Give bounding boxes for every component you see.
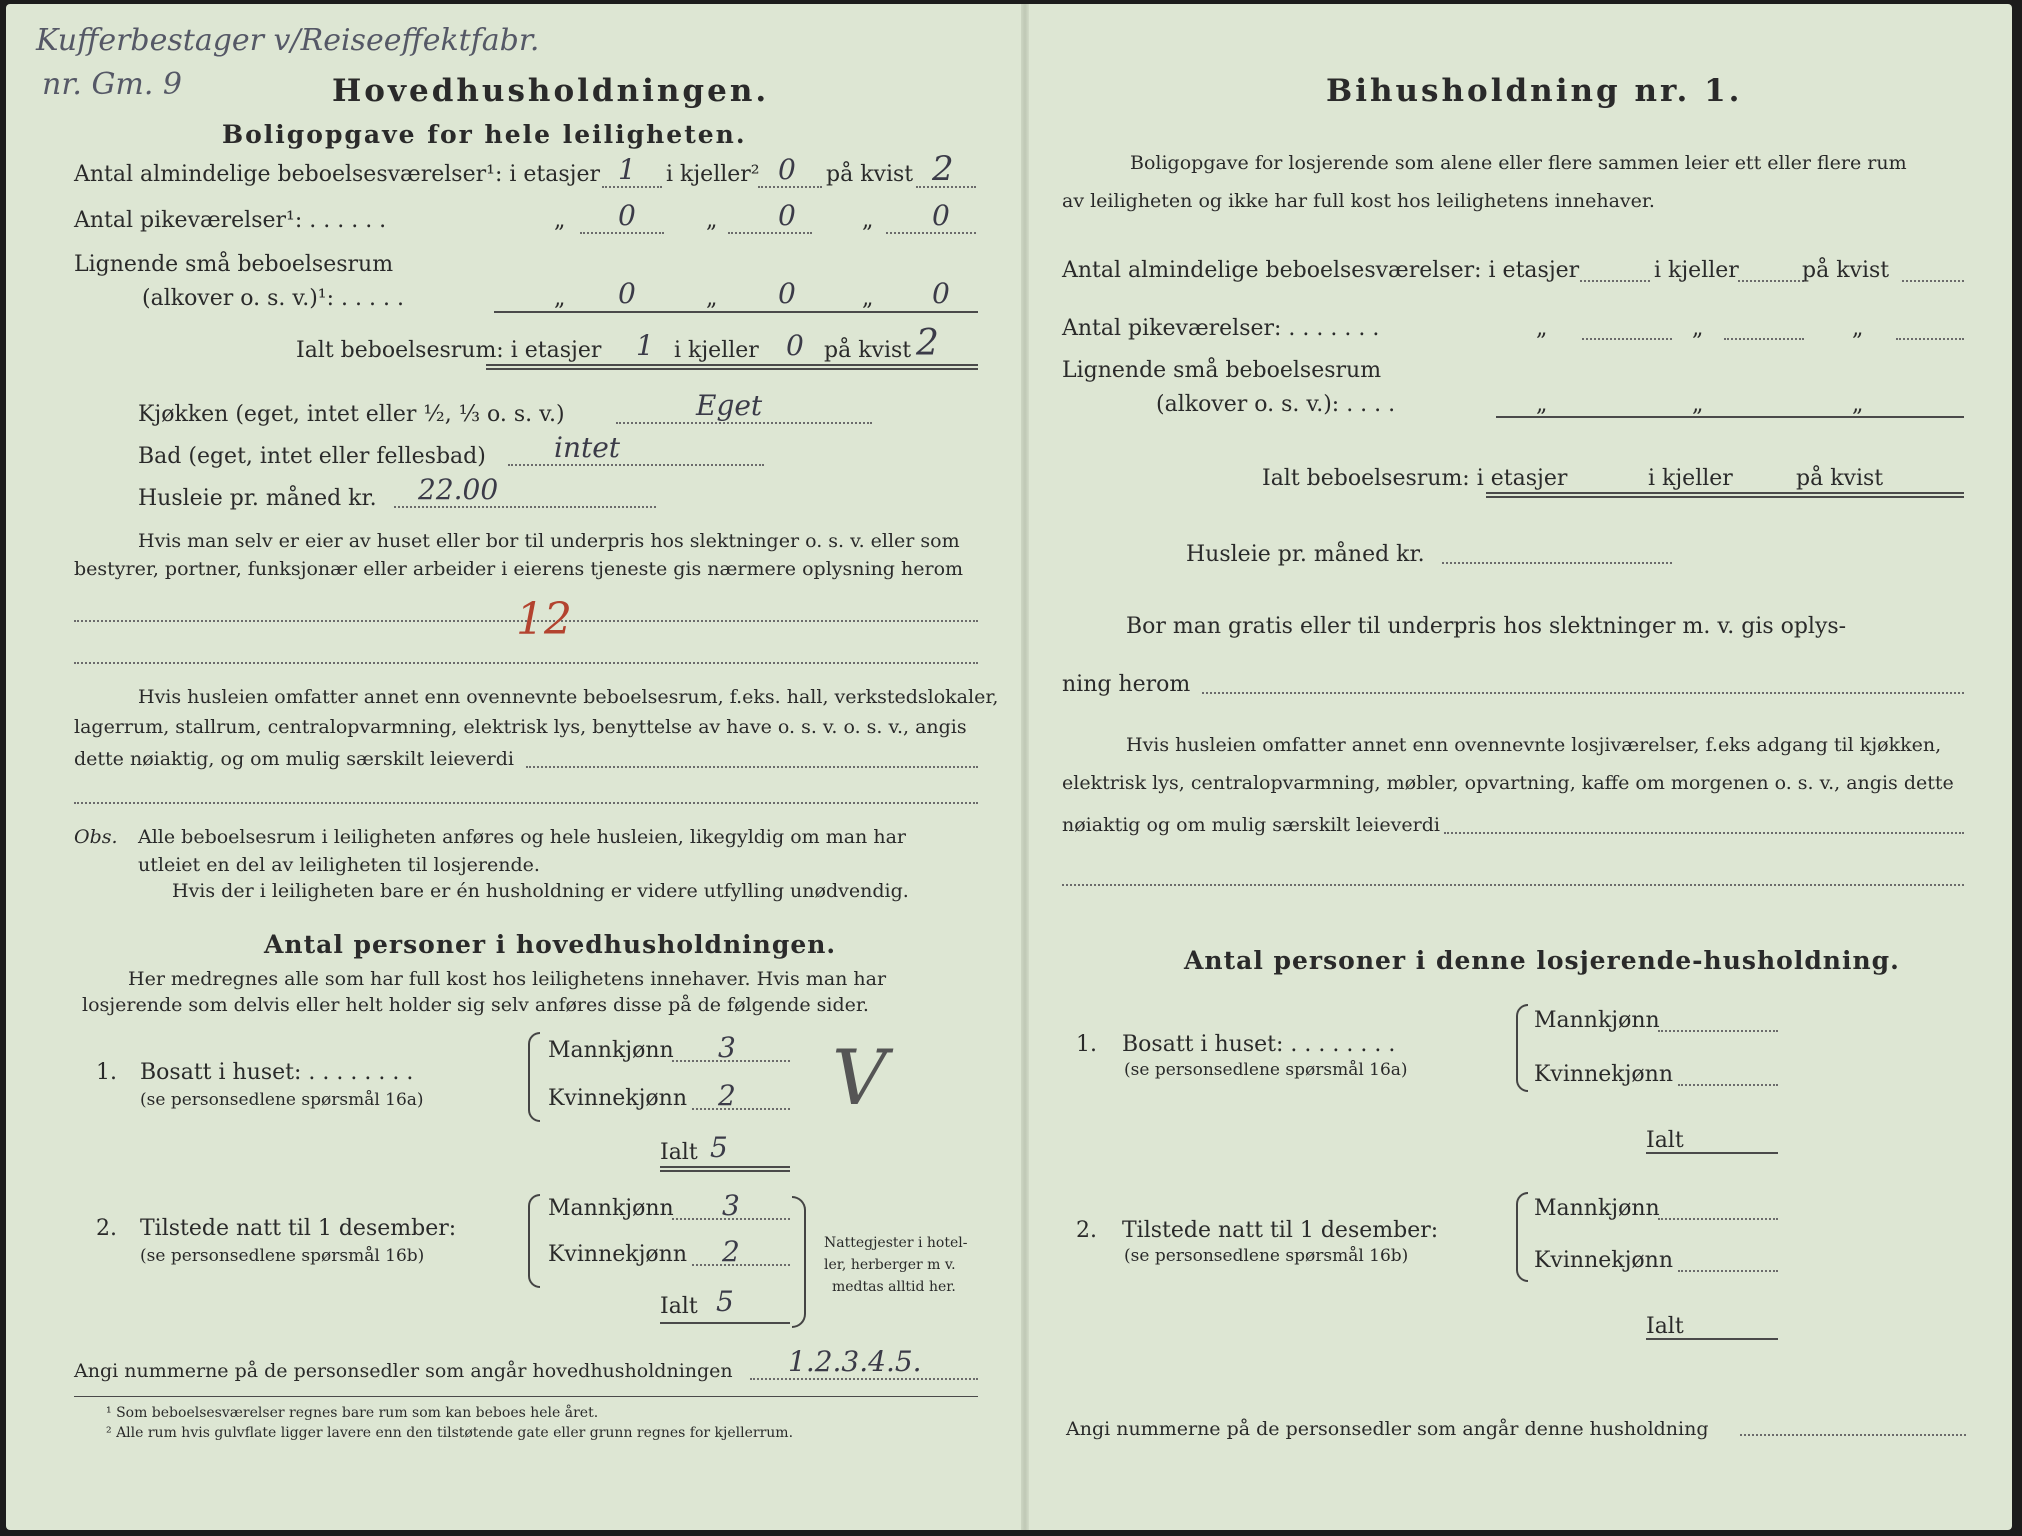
left-obs-text-2: utleiet en del av leiligheten til losjerende. bbox=[138, 854, 540, 876]
left-q2-mann-label: Mannkjønn bbox=[548, 1196, 674, 1221]
line bbox=[74, 662, 978, 664]
left-obs-text-3: Hvis der i leiligheten bare er én husholdning er videre utfylling unødvendig. bbox=[172, 880, 909, 902]
ditto-mark: „ bbox=[1852, 392, 1864, 417]
line bbox=[1738, 280, 1804, 282]
hw-ialt-etasjer: 1 bbox=[636, 329, 654, 362]
hw-check-mark: V bbox=[832, 1033, 887, 1122]
right-q1-number: 1. bbox=[1076, 1032, 1097, 1057]
line bbox=[1678, 1270, 1778, 1272]
ditto-mark: „ bbox=[1536, 316, 1548, 341]
right-q2-ialt-label: Ialt bbox=[1646, 1314, 1684, 1339]
left-q1-number: 1. bbox=[96, 1060, 117, 1085]
left-row1-kvist-label: på kvist bbox=[826, 162, 914, 187]
ditto-mark: „ bbox=[862, 286, 874, 311]
hw-ialt-kjeller: 0 bbox=[786, 329, 804, 362]
line bbox=[1658, 1030, 1778, 1032]
hw-ialt-kvist: 2 bbox=[916, 323, 939, 364]
hw-bosatt-kvinne: 2 bbox=[718, 1079, 736, 1112]
hw-tilstede-mann: 3 bbox=[722, 1189, 740, 1222]
left-q2-brace bbox=[528, 1194, 540, 1288]
right-row1-kjeller-label: i kjeller bbox=[1654, 258, 1739, 283]
left-q1-brace bbox=[528, 1032, 540, 1122]
left-angi-label: Angi nummerne på de personsedler som angår hovedhusholdningen bbox=[74, 1360, 733, 1382]
right-q1-ialt-label: Ialt bbox=[1646, 1128, 1684, 1153]
left-omfatter-text-2: lagerrum, stallrum, centralopvarmning, elektrisk lys, benyttelse av have o. s. v. o. s. v., angis bbox=[74, 716, 967, 738]
left-row3a-label: Lignende små beboelsesrum bbox=[74, 252, 394, 277]
right-q2-sub: (se personsedlene spørsmål 16b) bbox=[1124, 1246, 1409, 1266]
nattegjester-note-2: ler, herberger m v. bbox=[824, 1257, 956, 1273]
left-ialt-line bbox=[486, 364, 978, 366]
line bbox=[1678, 1084, 1778, 1086]
line bbox=[1444, 832, 1964, 834]
left-persons-text-1: Her medregnes alle som har full kost hos leilighetens innehaver. Hvis man har bbox=[128, 968, 887, 990]
handwritten-top-note-1: Kufferbestager v/Reiseeffektfabr. bbox=[36, 23, 540, 58]
left-q1-sub: (se personsedlene spørsmål 16a) bbox=[140, 1090, 424, 1110]
left-row1-kjeller-label: i kjeller² bbox=[666, 162, 760, 187]
ditto-mark: „ bbox=[1536, 392, 1548, 417]
line bbox=[1582, 338, 1672, 340]
left-q2-right-brace bbox=[792, 1196, 806, 1328]
line bbox=[1496, 416, 1964, 418]
right-persons-title: Antal personer i denne losjerende-husholdning. bbox=[1184, 946, 1900, 975]
left-q2-sub: (se personsedlene spørsmål 16b) bbox=[140, 1246, 425, 1266]
ditto-mark: „ bbox=[1692, 392, 1704, 417]
left-title: Hovedhusholdningen. bbox=[332, 73, 770, 109]
census-form-sheet bbox=[6, 4, 2012, 1530]
left-subtitle: Boligopgave for hele leiligheten. bbox=[222, 120, 747, 149]
line bbox=[1062, 884, 1964, 886]
line bbox=[1902, 280, 1964, 282]
right-intro-1: Boligopgave for losjerende som alene eller flere sammen leier ett eller flere rum bbox=[1130, 152, 1907, 174]
right-omfatter-2: elektrisk lys, centralopvarmning, møbler, opvartning, kaffe om morgenen o. s. v., angis dette bbox=[1062, 772, 1954, 794]
right-q1-mann-label: Mannkjønn bbox=[1534, 1008, 1660, 1033]
left-q2-label: Tilstede natt til 1 desember: bbox=[140, 1216, 457, 1241]
left-row3b-label: (alkover o. s. v.)¹: . . . . . bbox=[142, 286, 404, 311]
left-row1-label: Antal almindelige beboelsesværelser¹: i etasjer bbox=[74, 162, 601, 187]
line bbox=[580, 232, 664, 234]
left-row3-line bbox=[494, 311, 978, 313]
hw-alkover-2: 0 bbox=[778, 277, 796, 310]
right-row1-label: Antal almindelige beboelsesværelser: i etasjer bbox=[1062, 258, 1580, 283]
line bbox=[74, 802, 978, 804]
ditto-mark: „ bbox=[554, 208, 566, 233]
left-q2-ialt-label: Ialt bbox=[660, 1294, 698, 1319]
nattegjester-note-1: Nattegjester i hotel- bbox=[824, 1235, 968, 1251]
hw-kvist: 2 bbox=[932, 149, 954, 189]
left-row1-etasjer-line bbox=[602, 186, 662, 188]
left-q1-ialt-label: Ialt bbox=[660, 1140, 698, 1165]
line bbox=[1646, 1152, 1778, 1154]
left-obs-text-1: Alle beboelsesrum i leiligheten anføres og hele husleien, likegyldig om man har bbox=[138, 826, 906, 848]
line bbox=[660, 1322, 790, 1324]
line bbox=[660, 1170, 790, 1172]
right-gratis-1: Bor man gratis eller til underpris hos slektninger m. v. gis oplys- bbox=[1126, 614, 1847, 639]
right-q2-brace bbox=[1516, 1192, 1528, 1282]
hw-alkover-3: 0 bbox=[932, 277, 950, 310]
right-q1-brace bbox=[1516, 1004, 1528, 1092]
left-obs-label: Obs. bbox=[74, 826, 118, 848]
hw-pike-1: 0 bbox=[618, 199, 636, 232]
line bbox=[1202, 692, 1964, 694]
footnote-1: ¹ Som beboelsesværelser regnes bare rum som kan beboes hele året. bbox=[106, 1405, 599, 1421]
line bbox=[1580, 280, 1650, 282]
line bbox=[1442, 562, 1672, 564]
left-row2-label: Antal pikeværelser¹: . . . . . . bbox=[74, 208, 387, 233]
left-q2-number: 2. bbox=[96, 1216, 117, 1241]
right-ialt-kvist-label: på kvist bbox=[1796, 466, 1884, 491]
left-kjokken-label: Kjøkken (eget, intet eller ½, ⅓ o. s. v.) bbox=[138, 402, 565, 427]
right-q2-kvinne-label: Kvinnekjønn bbox=[1534, 1248, 1673, 1273]
ditto-mark: „ bbox=[706, 286, 718, 311]
hw-kjokken: Eget bbox=[696, 389, 763, 422]
left-q1-label: Bosatt i huset: . . . . . . . . bbox=[140, 1060, 414, 1085]
right-husleie-label: Husleie pr. måned kr. bbox=[1186, 542, 1425, 567]
hw-kjeller: 0 bbox=[778, 153, 796, 186]
left-omfatter-text-1: Hvis husleien omfatter annet enn ovennevnte beboelsesrum, f.eks. hall, verkstedslokaler, bbox=[138, 686, 999, 708]
right-q2-mann-label: Mannkjønn bbox=[1534, 1196, 1660, 1221]
right-q1-kvinne-label: Kvinnekjønn bbox=[1534, 1062, 1673, 1087]
line bbox=[508, 464, 764, 466]
right-ialt-label: Ialt beboelsesrum: i etasjer bbox=[1262, 466, 1568, 491]
ditto-mark: „ bbox=[1692, 316, 1704, 341]
line bbox=[616, 422, 872, 424]
hw-tilstede-ialt: 5 bbox=[716, 1285, 734, 1318]
right-omfatter-3: nøiaktig og om mulig særskilt leieverdi bbox=[1062, 814, 1440, 836]
ditto-mark: „ bbox=[706, 208, 718, 233]
hw-nummerne: 1.2.3.4.5. bbox=[788, 1345, 922, 1378]
hw-bosatt-mann: 3 bbox=[718, 1031, 736, 1064]
line bbox=[1740, 1434, 1966, 1436]
line bbox=[660, 1166, 790, 1168]
left-row1-kjeller-line bbox=[758, 186, 822, 188]
left-q2-kvinne-label: Kvinnekjønn bbox=[548, 1242, 687, 1267]
nattegjester-note-3: medtas alltid her. bbox=[832, 1279, 956, 1295]
line bbox=[526, 766, 978, 768]
line bbox=[1486, 492, 1964, 494]
hw-alkover-1: 0 bbox=[618, 277, 636, 310]
hw-bosatt-ialt: 5 bbox=[710, 1131, 728, 1164]
line bbox=[886, 232, 976, 234]
right-q1-sub: (se personsedlene spørsmål 16a) bbox=[1124, 1060, 1408, 1080]
hw-red-mark: 12 bbox=[516, 594, 572, 645]
left-ialt-kjeller-label: i kjeller bbox=[674, 338, 759, 363]
hw-etasjer: 1 bbox=[618, 153, 636, 186]
right-angi-label: Angi nummerne på de personsedler som angår denne husholdning bbox=[1066, 1418, 1709, 1440]
right-title: Bihusholdning nr. 1. bbox=[1326, 73, 1743, 109]
hw-pike-3: 0 bbox=[932, 199, 950, 232]
footnote-divider bbox=[74, 1396, 978, 1397]
left-persons-text-2: losjerende som delvis eller helt holder sig selv anføres disse på de følgende sider. bbox=[82, 994, 869, 1016]
line bbox=[692, 1264, 790, 1266]
handwritten-top-note-2: nr. Gm. 9 bbox=[42, 67, 183, 102]
left-ialt-line-2 bbox=[486, 368, 978, 370]
right-gratis-2: ning herom bbox=[1062, 672, 1191, 697]
left-eier-text-2: bestyrer, portner, funksjonær eller arbeider i eierens tjeneste gis nærmere oplysning herom bbox=[74, 558, 964, 580]
line bbox=[728, 232, 812, 234]
hw-pike-2: 0 bbox=[778, 199, 796, 232]
line bbox=[1896, 338, 1964, 340]
right-q2-label: Tilstede natt til 1 desember: bbox=[1122, 1218, 1439, 1243]
page-fold bbox=[1021, 4, 1029, 1530]
left-q1-kvinne-label: Kvinnekjønn bbox=[548, 1086, 687, 1111]
right-row3b-label: (alkover o. s. v.): . . . . bbox=[1156, 392, 1396, 417]
line bbox=[394, 506, 656, 508]
line bbox=[750, 1378, 978, 1380]
right-row3a-label: Lignende små beboelsesrum bbox=[1062, 358, 1382, 383]
line bbox=[1658, 1218, 1778, 1220]
hw-husleie: 22.00 bbox=[418, 473, 499, 506]
right-ialt-kjeller-label: i kjeller bbox=[1648, 466, 1733, 491]
right-omfatter-1: Hvis husleien omfatter annet enn ovennevnte losjiværelser, f.eks adgang til kjøkken, bbox=[1126, 734, 1942, 756]
right-row2-label: Antal pikeværelser: . . . . . . . bbox=[1062, 316, 1380, 341]
footnote-2: ² Alle rum hvis gulvflate ligger lavere enn den tilstøtende gate eller grunn regnes for kjellerrum. bbox=[106, 1425, 794, 1441]
left-omfatter-text-3: dette nøiaktig, og om mulig særskilt leieverdi bbox=[74, 748, 514, 770]
right-q1-label: Bosatt i huset: . . . . . . . . bbox=[1122, 1032, 1396, 1057]
right-row1-kvist-label: på kvist bbox=[1802, 258, 1890, 283]
left-ialt-kvist-label: på kvist bbox=[824, 338, 912, 363]
ditto-mark: „ bbox=[554, 286, 566, 311]
hw-bad: intet bbox=[554, 431, 621, 464]
line bbox=[1646, 1338, 1778, 1340]
left-eier-text-1: Hvis man selv er eier av huset eller bor til underpris hos slektninger o. s. v. eller som bbox=[138, 530, 960, 552]
right-q2-number: 2. bbox=[1076, 1218, 1097, 1243]
ditto-mark: „ bbox=[1852, 316, 1864, 341]
ditto-mark: „ bbox=[862, 208, 874, 233]
left-bad-label: Bad (eget, intet eller fellesbad) bbox=[138, 444, 486, 469]
line bbox=[1724, 338, 1804, 340]
line bbox=[1486, 496, 1964, 498]
left-persons-title: Antal personer i hovedhusholdningen. bbox=[264, 930, 837, 959]
left-ialt-label: Ialt beboelsesrum: i etasjer bbox=[296, 338, 602, 363]
hw-tilstede-kvinne: 2 bbox=[722, 1235, 740, 1268]
line bbox=[692, 1108, 790, 1110]
left-q1-mann-label: Mannkjønn bbox=[548, 1038, 674, 1063]
right-intro-2: av leiligheten og ikke har full kost hos leilighetens innehaver. bbox=[1062, 190, 1655, 212]
left-husleie-label: Husleie pr. måned kr. bbox=[138, 486, 377, 511]
